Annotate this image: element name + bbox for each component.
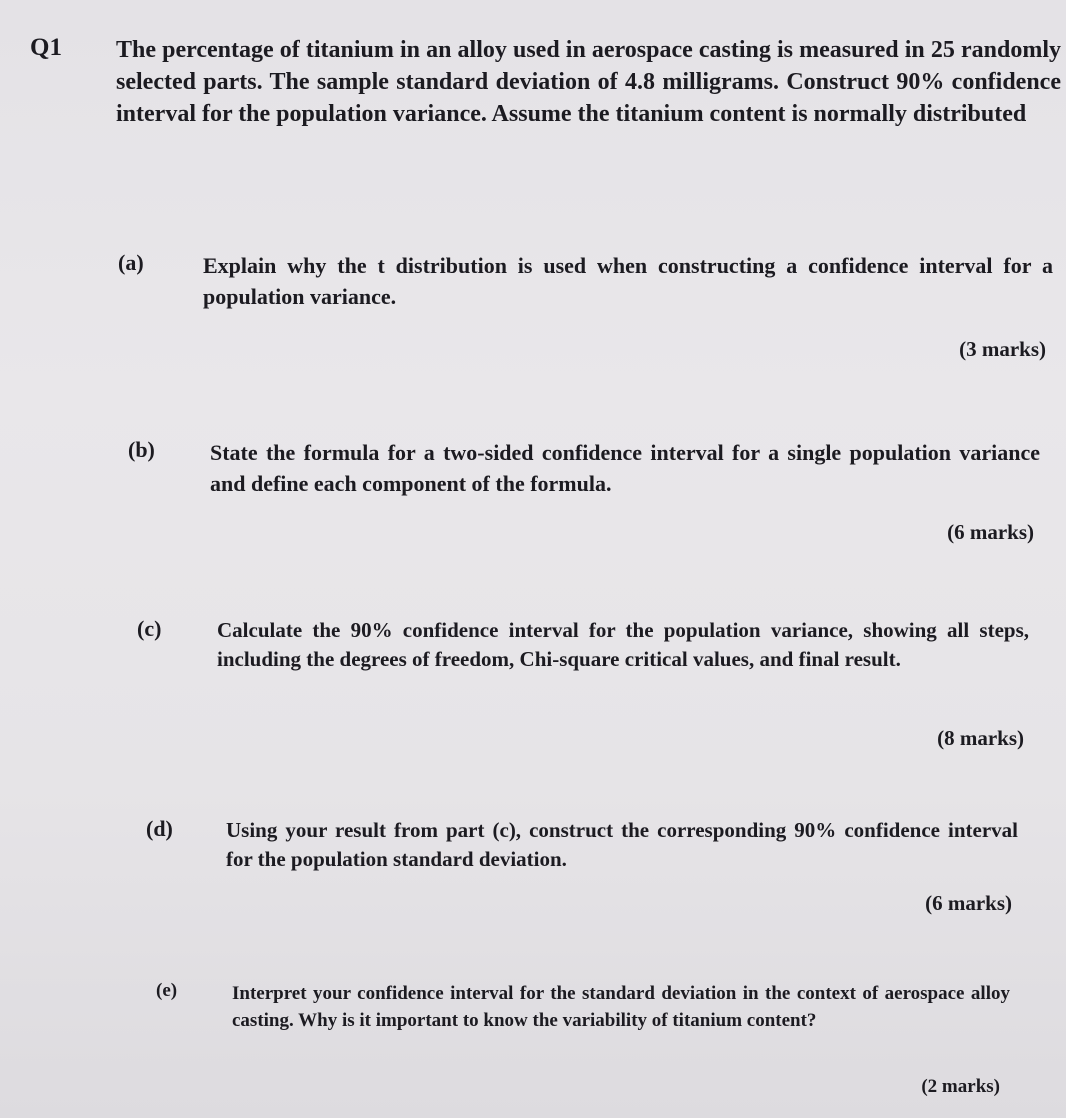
part-a-text: Explain why the t distribution is used when constructing a confidence interval for a population variance. [203,253,1053,309]
part-e-marks: (2 marks) [921,1076,1000,1097]
question-stem: The percentage of titanium in an alloy used in aerospace casting is measured in 25 randomly selected parts. The sample standard deviation of 4.8 milligrams. Construct 90% confidence interval for the population variance. Assume the titanium content is normally distributed [116,37,1061,127]
part-d-marks: (6 marks) [925,891,1012,915]
part-a-marks: (3 marks) [959,337,1046,361]
part-b-marks: (6 marks) [947,520,1034,544]
part-c-text: Calculate the 90% confidence interval for the population variance, showing all steps, including the degrees of freedom, Chi-square critical values, and final result. [217,618,1029,671]
part-d-label: (d) [146,816,173,841]
part-c-marks: (8 marks) [937,726,1024,750]
question-number: Q1 [30,34,62,61]
part-e-label: (e) [156,980,178,1001]
part-e-text: Interpret your confidence interval for the standard deviation in the context of aerospace alloy casting. Why is it important to know the variability of titanium content? [232,983,1010,1031]
part-c-label: (c) [137,616,162,641]
part-d-text: Using your result from part (c), construct the corresponding 90% confidence interval for the population standard deviation. [226,818,1018,871]
part-b-label: (b) [128,437,155,462]
part-a-label: (a) [118,250,144,275]
part-b-text: State the formula for a two-sided confidence interval for a single population variance and define each component of the formula. [210,440,1040,496]
